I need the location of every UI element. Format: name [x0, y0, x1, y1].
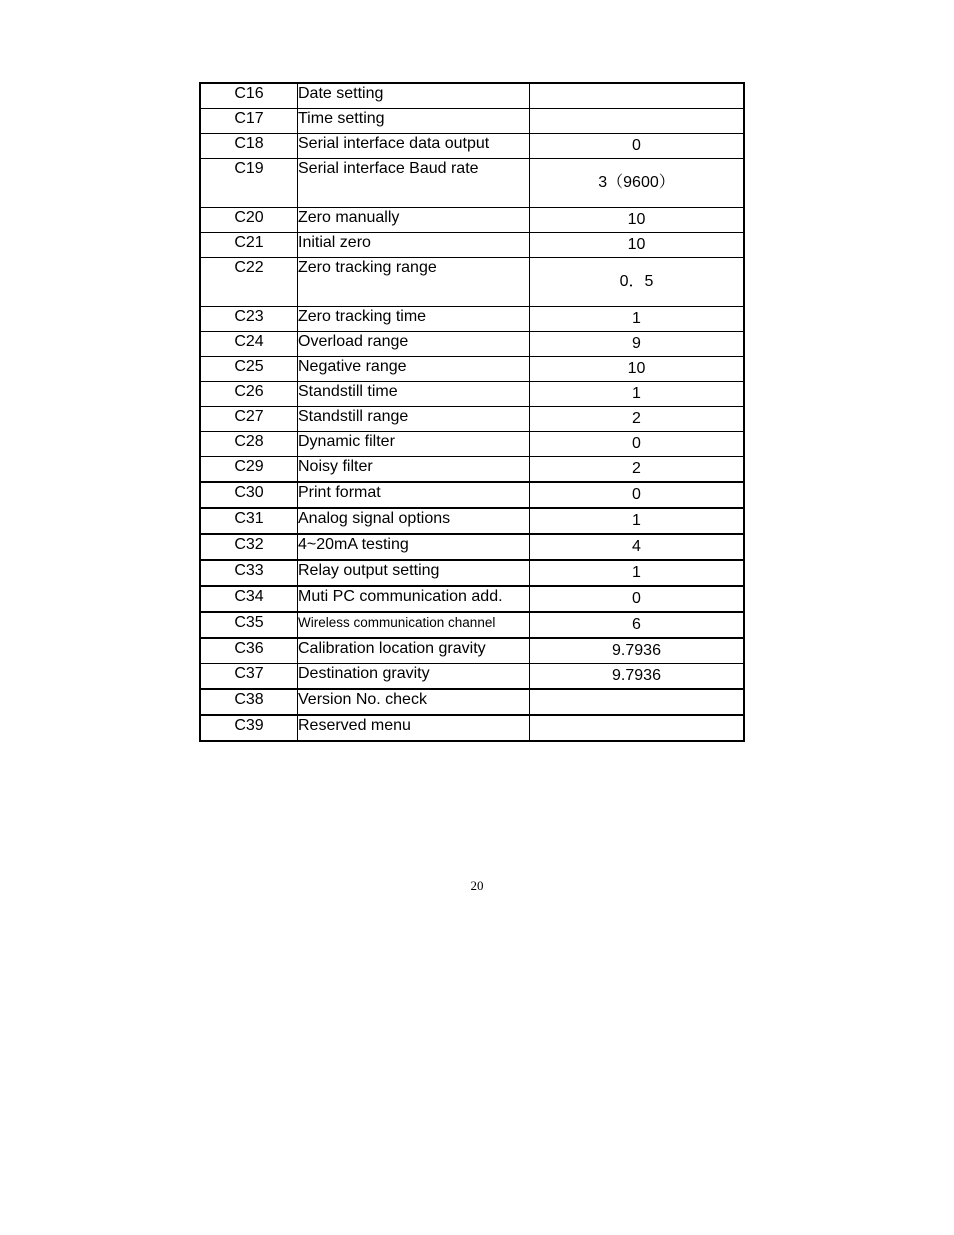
- menu-description: Overload range: [298, 332, 530, 357]
- menu-description: Zero tracking time: [298, 307, 530, 332]
- menu-code: C29: [200, 457, 298, 483]
- menu-code: C18: [200, 134, 298, 159]
- menu-description: Zero manually: [298, 208, 530, 233]
- menu-default-value: 1: [530, 307, 745, 332]
- menu-code: C17: [200, 109, 298, 134]
- table-row: [200, 258, 744, 307]
- menu-description: Noisy filter: [298, 457, 530, 483]
- menu-description: Analog signal options: [298, 508, 530, 534]
- menu-default-value: [530, 689, 745, 715]
- menu-default-value: 1: [530, 560, 745, 586]
- table-row: [200, 689, 744, 715]
- menu-description: Standstill time: [298, 382, 530, 407]
- menu-code: C22: [200, 258, 298, 307]
- menu-default-value: [530, 83, 745, 109]
- table-row: [200, 109, 744, 134]
- menu-description: Time setting: [298, 109, 530, 134]
- menu-code: C38: [200, 689, 298, 715]
- menu-code: C21: [200, 233, 298, 258]
- menu-default-value: 4: [530, 534, 745, 560]
- menu-description: Calibration location gravity: [298, 638, 530, 664]
- menu-code: C35: [200, 612, 298, 638]
- menu-description: Serial interface data output: [298, 134, 530, 159]
- menu-code: C30: [200, 482, 298, 508]
- menu-description: Zero tracking range: [298, 258, 530, 307]
- menu-default-value: 0: [530, 586, 745, 612]
- table-row: [200, 508, 744, 534]
- menu-description: Initial zero: [298, 233, 530, 258]
- menu-code: C31: [200, 508, 298, 534]
- menu-code: C19: [200, 159, 298, 208]
- menu-default-value: 0．5: [530, 258, 745, 307]
- page-number: 20: [470, 878, 484, 893]
- table-row: [200, 332, 744, 357]
- menu-code: C26: [200, 382, 298, 407]
- table-row: [200, 586, 744, 612]
- menu-default-value: 2: [530, 407, 745, 432]
- table-row: [200, 357, 744, 382]
- menu-code: C24: [200, 332, 298, 357]
- menu-default-value: 10: [530, 208, 745, 233]
- menu-default-value: [530, 109, 745, 134]
- menu-description: Negative range: [298, 357, 530, 382]
- menu-default-value: 9.7936: [530, 664, 745, 690]
- menu-default-value: 3（9600）: [530, 159, 745, 208]
- menu-default-value: 10: [530, 233, 745, 258]
- table-row: [200, 482, 744, 508]
- menu-default-value: 6: [530, 612, 745, 638]
- menu-default-value: 1: [530, 508, 745, 534]
- menu-code: C39: [200, 715, 298, 741]
- table-row: [200, 407, 744, 432]
- menu-code: C23: [200, 307, 298, 332]
- menu-code: C20: [200, 208, 298, 233]
- table-row: [200, 560, 744, 586]
- menu-default-value: 2: [530, 457, 745, 483]
- table-row: [200, 159, 744, 208]
- menu-description: Wireless communication channel: [298, 612, 530, 638]
- menu-description: Destination gravity: [298, 664, 530, 690]
- table-row: [200, 307, 744, 332]
- table-row: [200, 233, 744, 258]
- menu-default-value: 0: [530, 482, 745, 508]
- table-row: [200, 208, 744, 233]
- menu-code: C34: [200, 586, 298, 612]
- menu-description: Serial interface Baud rate: [298, 159, 530, 208]
- menu-code: C37: [200, 664, 298, 690]
- table-row: [200, 715, 744, 741]
- menu-default-value: 9: [530, 332, 745, 357]
- menu-default-value: 0: [530, 134, 745, 159]
- menu-default-value: 1: [530, 382, 745, 407]
- menu-code: C16: [200, 83, 298, 109]
- menu-default-value: [530, 715, 745, 741]
- menu-code: C32: [200, 534, 298, 560]
- menu-default-value: 0: [530, 432, 745, 457]
- table-row: [200, 638, 744, 664]
- menu-description: Relay output setting: [298, 560, 530, 586]
- menu-description: Print format: [298, 482, 530, 508]
- menu-default-value: 10: [530, 357, 745, 382]
- menu-description: Standstill range: [298, 407, 530, 432]
- table-row: [200, 664, 744, 690]
- menu-description: 4~20mA testing: [298, 534, 530, 560]
- table-row: [200, 612, 744, 638]
- menu-description: Dynamic filter: [298, 432, 530, 457]
- table-row: [200, 432, 744, 457]
- table-row: [200, 134, 744, 159]
- menu-code: C33: [200, 560, 298, 586]
- table-row: [200, 534, 744, 560]
- menu-code: C36: [200, 638, 298, 664]
- table-row: [200, 382, 744, 407]
- menu-description: Muti PC communication add.: [298, 586, 530, 612]
- menu-description: Reserved menu: [298, 715, 530, 741]
- menu-code: C28: [200, 432, 298, 457]
- parameter-menu-table: [199, 82, 745, 742]
- menu-description: Version No. check: [298, 689, 530, 715]
- menu-description: Date setting: [298, 83, 530, 109]
- menu-code: C27: [200, 407, 298, 432]
- menu-code: C25: [200, 357, 298, 382]
- table-row: [200, 83, 744, 109]
- table-row: [200, 457, 744, 483]
- menu-default-value: 9.7936: [530, 638, 745, 664]
